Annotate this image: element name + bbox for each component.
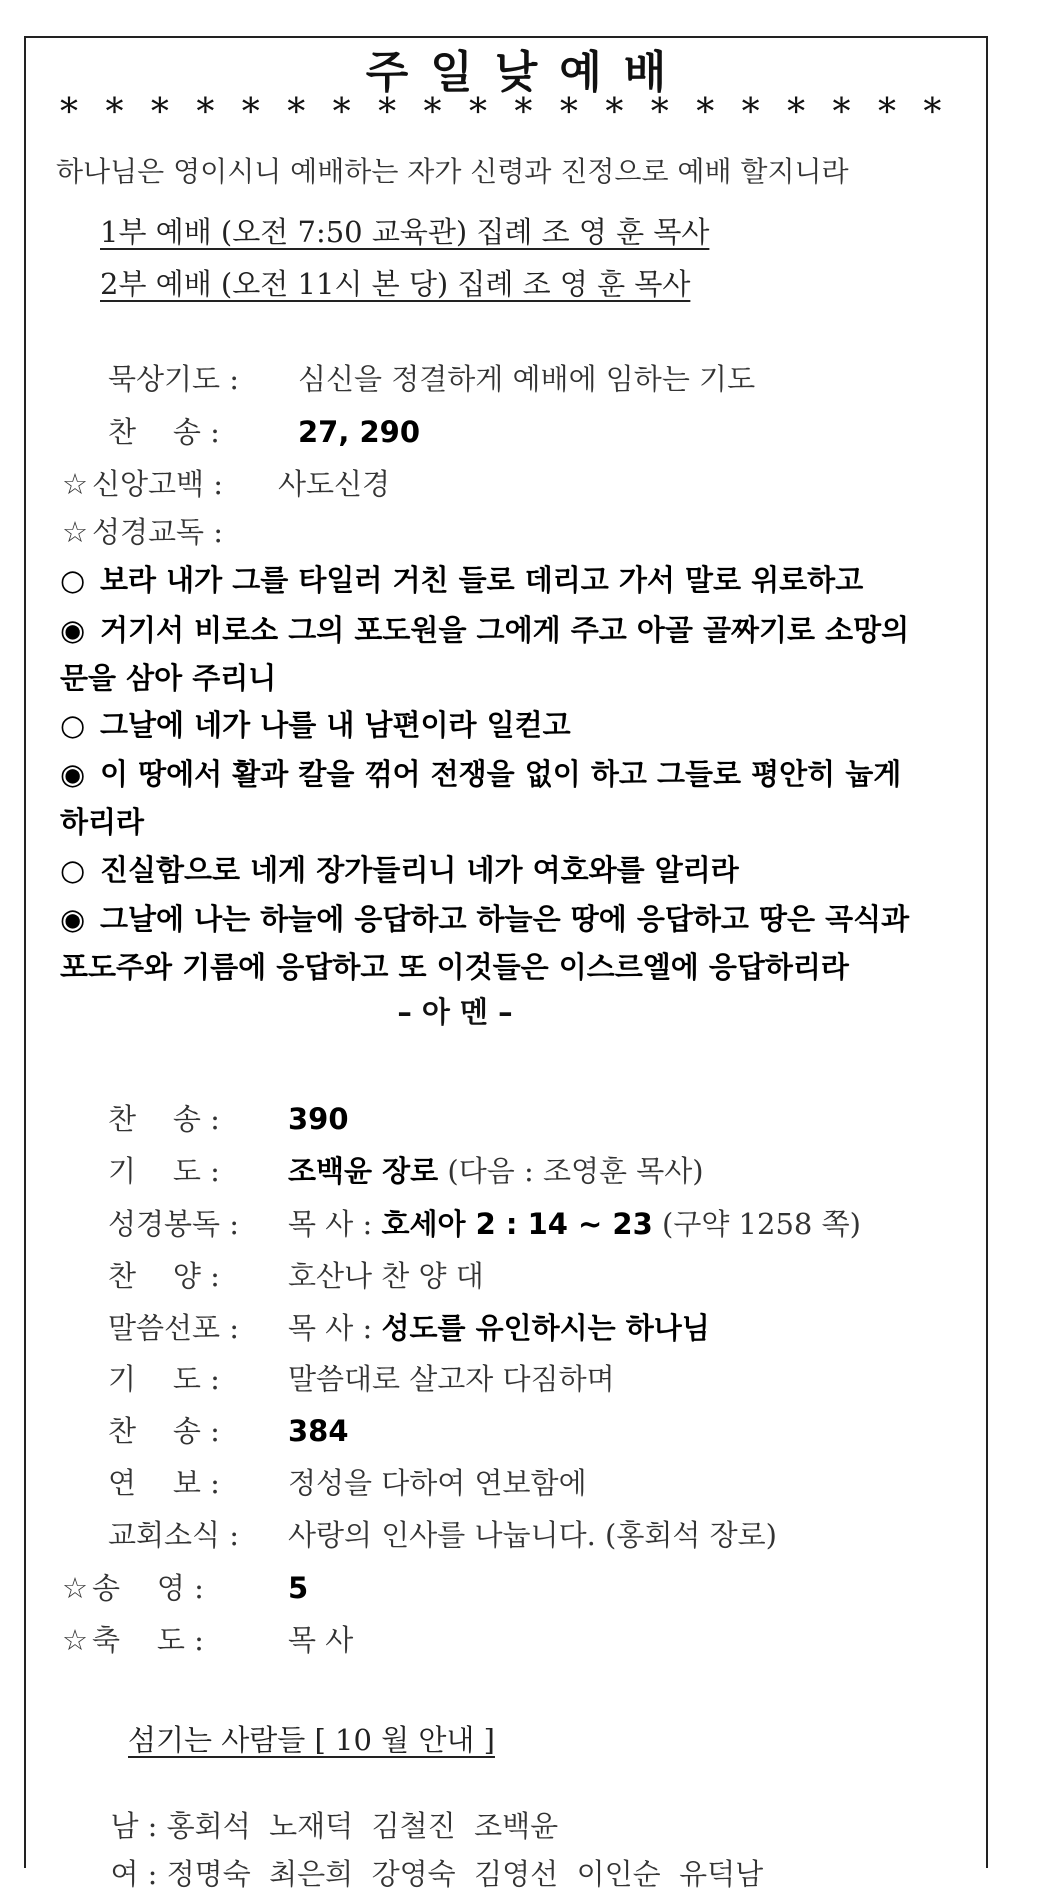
circle-outline-icon: ○ (60, 708, 86, 742)
reading-line: ◉ 거기서 비로소 그의 포도원을 그에게 주고 아골 골짜기로 소망의 (60, 613, 910, 647)
circle-filled-icon: ◉ (60, 613, 86, 647)
reading-line: 포도주와 기름에 응답하고 또 이것들은 이스르엘에 응답하리라 (60, 950, 849, 984)
order-item: 찬 양 : 호산나 찬 양 대 (108, 1259, 484, 1293)
servers-women: 여 : 정명숙 최은희 강영숙 김영선 이인순 유덕남 (110, 1857, 764, 1891)
order-item: ☆ 성경교독 : (62, 515, 224, 549)
order-item: 묵상기도 : 심신을 정결하게 예배에 임하는 기도 (108, 362, 756, 396)
service-1: 1부 예배 (오전 7:50 교육관) 집례 조 영 훈 목사 (100, 215, 710, 249)
order-item: 연 보 : 정성을 다하여 연보함에 (108, 1466, 587, 1500)
service-2: 2부 예배 (오전 11시 본 당) 집례 조 영 훈 목사 (100, 267, 691, 301)
circle-outline-icon: ○ (60, 853, 86, 887)
reading-line: ◉ 이 땅에서 활과 칼을 꺾어 전쟁을 없이 하고 그들로 평안히 눕게 (60, 757, 902, 791)
order-item: 찬 송 : 27, 290 (108, 415, 421, 449)
order-item: 말씀선포 : 목 사 : 성도를 유인하시는 하나님 (108, 1311, 710, 1345)
circle-filled-icon: ◉ (60, 902, 86, 936)
servers-men: 남 : 홍회석 노재덕 김철진 조백윤 (110, 1809, 559, 1843)
star-divider: * * * * * * * * * * * * * * * * * * * * (60, 92, 950, 133)
reading-line: ○ 진실함으로 네게 장가들리니 네가 여호와를 알리라 (60, 853, 739, 887)
order-item: 성경봉독 : 목 사 : 호세아 2 : 14 ~ 23 (구약 1258 쪽) (108, 1207, 861, 1241)
star-outline-icon: ☆ (62, 467, 88, 501)
scripture-verse: 하나님은 영이시니 예배하는 자가 신령과 진정으로 예배 할지니라 (56, 155, 849, 188)
order-item: ☆ 축 도 : 목 사 (62, 1623, 354, 1657)
reading-line: ○ 그날에 네가 나를 내 남편이라 일컫고 (60, 708, 571, 742)
star-outline-icon: ☆ (62, 1623, 88, 1657)
star-outline-icon: ☆ (62, 515, 88, 549)
amen: – 아 멘 – (397, 995, 513, 1029)
order-item: 기 도 : 조백윤 장로 (다음 : 조영훈 목사) (108, 1154, 704, 1188)
star-outline-icon: ☆ (62, 1571, 88, 1605)
reading-line: 문을 삼아 주리니 (60, 661, 277, 695)
circle-outline-icon: ○ (60, 563, 86, 597)
order-item: 교회소식 : 사랑의 인사를 나눕니다. (홍회석 장로) (108, 1518, 777, 1552)
circle-filled-icon: ◉ (60, 757, 86, 791)
order-item: 찬 송 : 390 (108, 1102, 349, 1136)
page-title: 주일낮예배 (365, 47, 689, 98)
reading-line: 하리라 (60, 805, 145, 839)
reading-line: ○ 보라 내가 그를 타일러 거친 들로 데리고 가서 말로 위로하고 (60, 563, 864, 597)
servers-heading: 섬기는 사람들 [ 10 월 안내 ] (128, 1723, 495, 1757)
order-item: 찬 송 : 384 (108, 1414, 349, 1448)
order-item: ☆ 송 영 : 5 (62, 1571, 309, 1605)
order-item: 기 도 : 말씀대로 살고자 다짐하며 (108, 1362, 615, 1396)
reading-line: ◉ 그날에 나는 하늘에 응답하고 하늘은 땅에 응답하고 땅은 곡식과 (60, 902, 910, 936)
order-item: ☆ 신앙고백 : 사도신경 (62, 467, 391, 501)
